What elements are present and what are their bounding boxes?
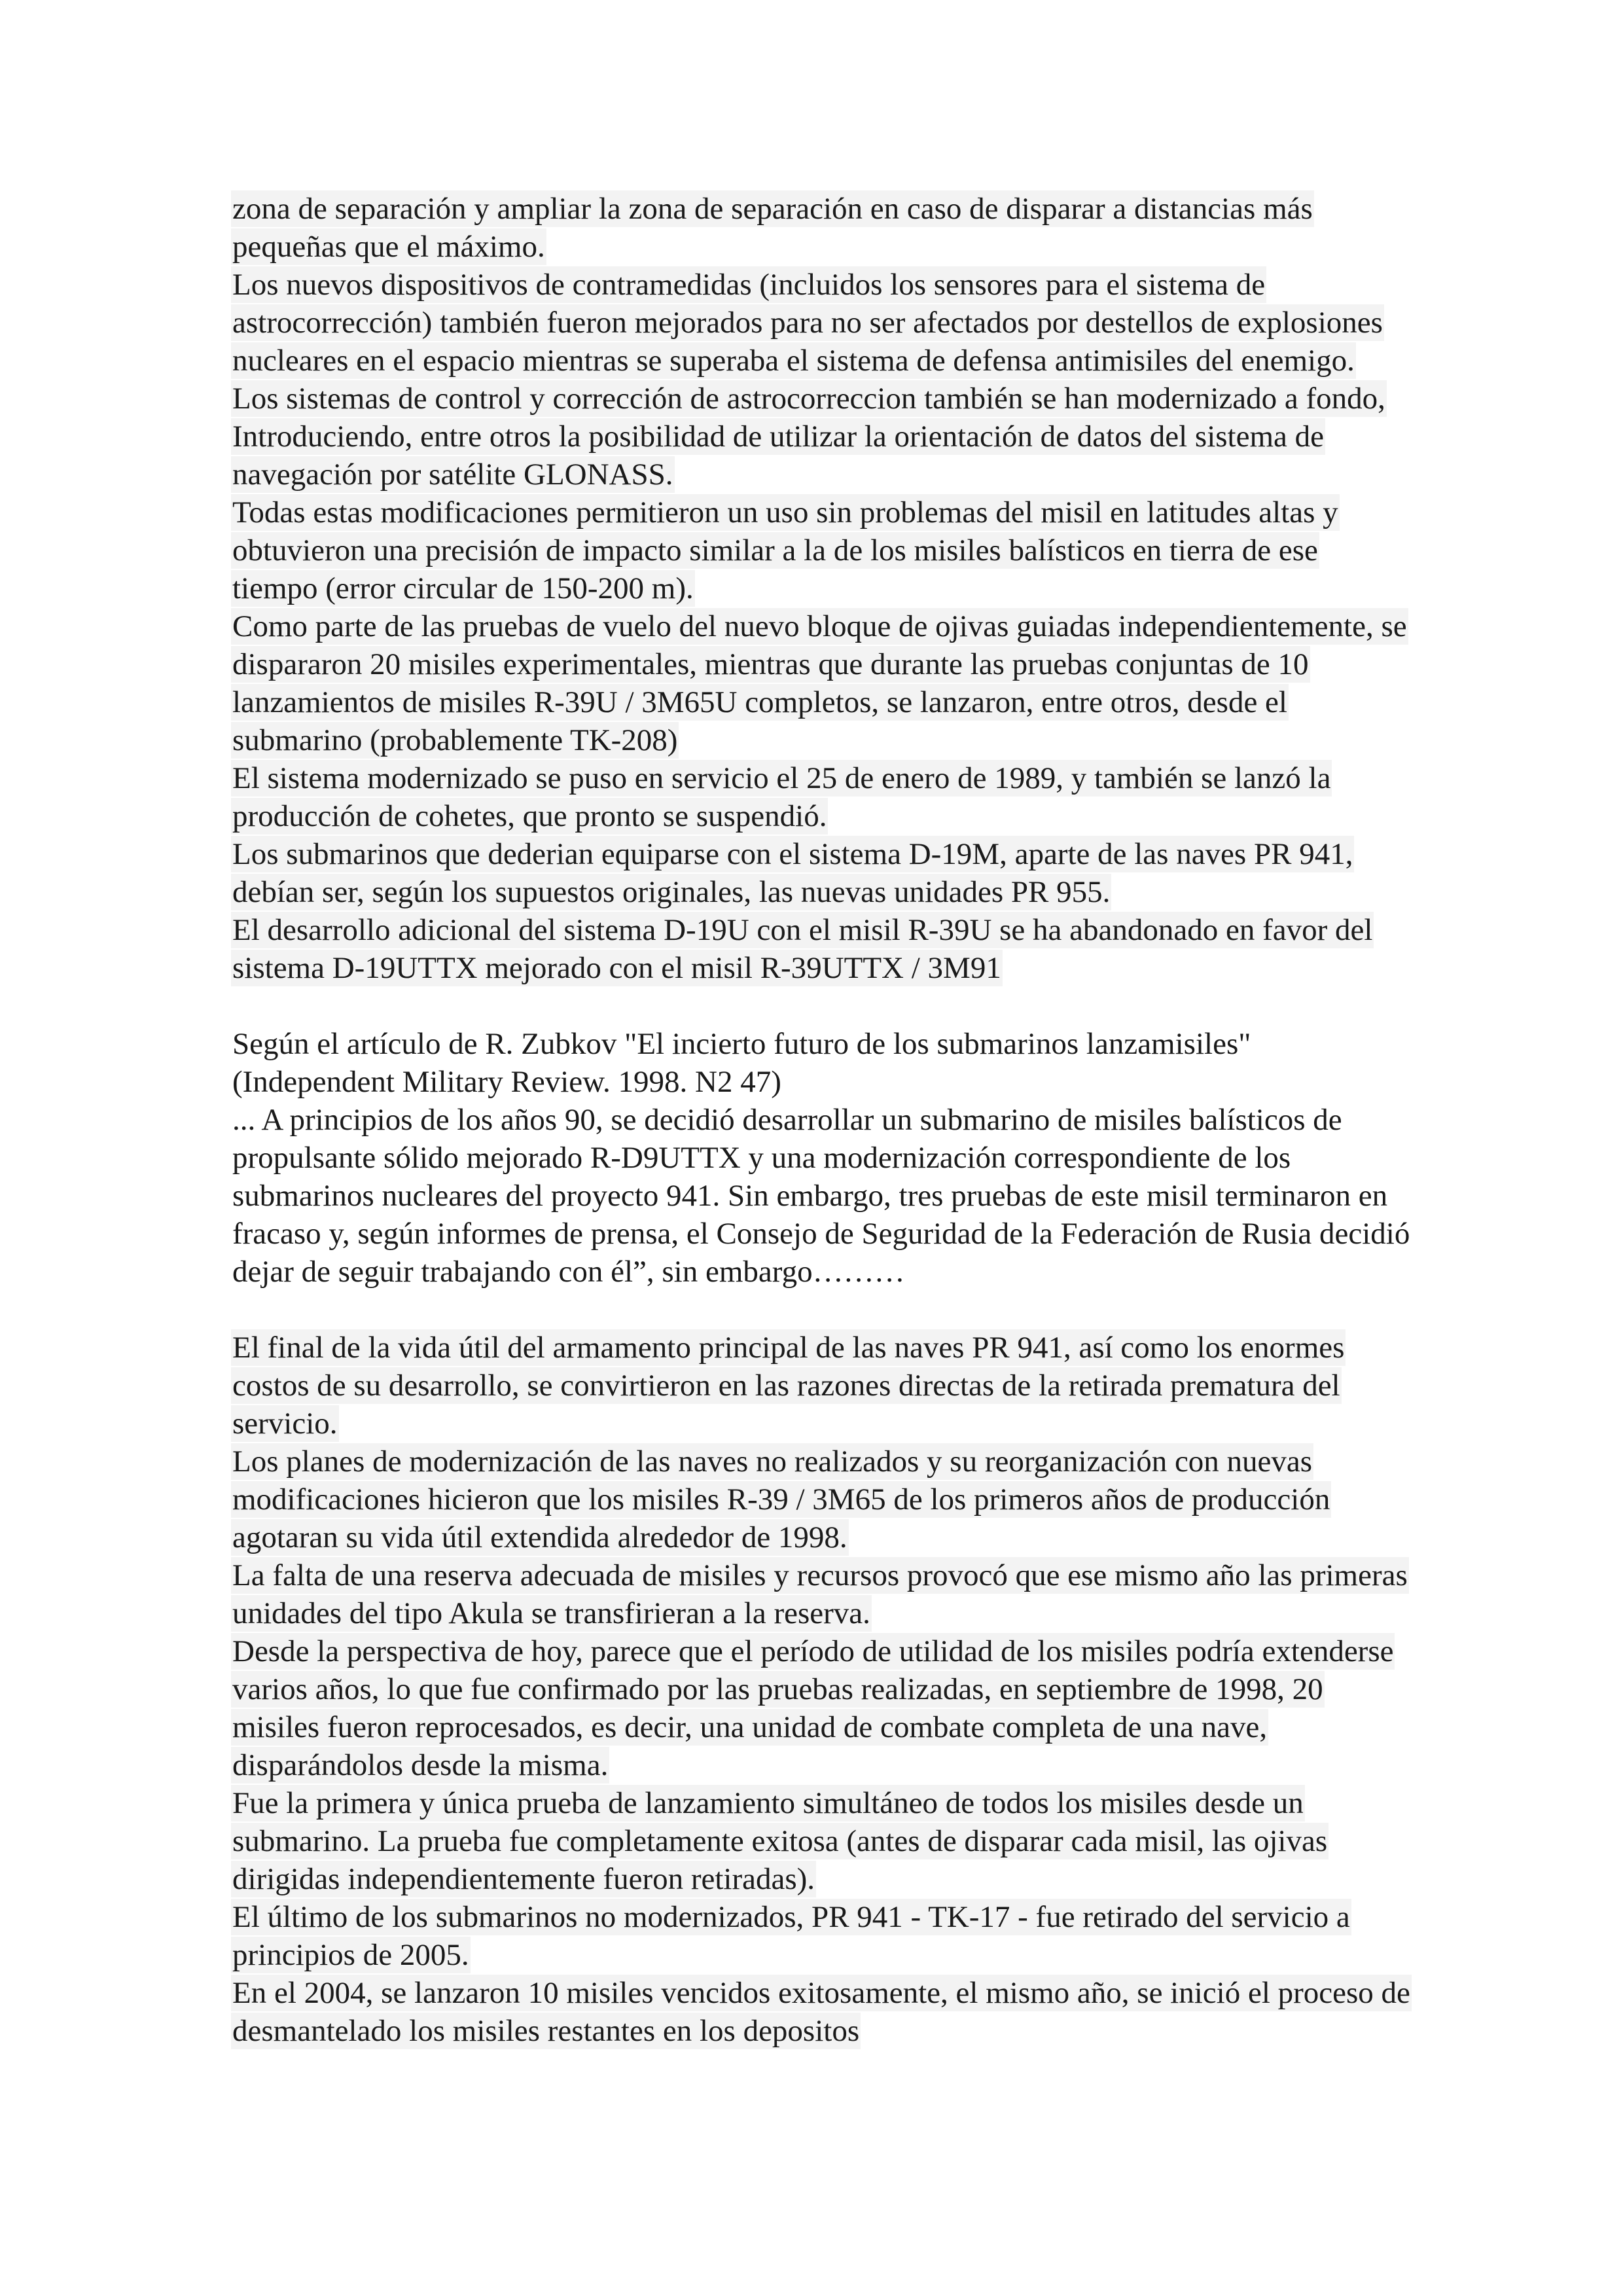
paragraph-flight-tests: Como parte de las pruebas de vuelo del nuevo bloque de ojivas guiadas independientemente, se dispararon 20 misiles experimentales, mientras que durante las pruebas conjuntas de 10 lanzamientos de misiles R-39U / 3M65U completos, se lanzaron, entre otros, desde el submarino (probablemente TK-208) — [232, 609, 1407, 757]
paragraph-reserve: La falta de una reserva adecuada de misiles y recursos provocó que ese mismo año las primeras unidades del tipo Akula se transfirieran a la reserva. — [232, 1558, 1408, 1630]
paragraph-simultaneous-launch: Fue la primera y única prueba de lanzamiento simultáneo de todos los misiles desde un submarino. La prueba fue completamente exitosa (antes de disparar cada misil, las ojivas dirigidas independientemente fueron retiradas). — [232, 1786, 1328, 1896]
paragraph-perspective: Desde la perspectiva de hoy, parece que el período de utilidad de los misiles podría extenderse varios años, lo que fue confirmado por las pruebas realizadas, en septiembre de 1998, 20 misiles fueron reprocesados, es decir, una unidad de combate completa de una nave, disparándolos desde la misma. — [232, 1634, 1394, 1782]
paragraph-control-systems: Los sistemas de control y corrección de astrocorreccion también se han modernizado a fondo, Introduciendo, entre otros la posibilidad de utilizar la orientación de datos del sistema de navegación por satélite GLONASS. — [232, 382, 1385, 492]
document-page — [232, 190, 1410, 2050]
paragraph-end-of-life: El final de la vida útil del armamento principal de las naves PR 941, así como los enormes costos de su desarrollo, se convirtieron en las razones directas de la retirada prematura del servicio. — [232, 1331, 1345, 1441]
paragraph-separation-zone: zona de separación y ampliar la zona de separación en caso de disparar a distancias más pequeñas que el máximo. — [232, 192, 1313, 264]
paragraph-service-entry: El sistema modernizado se puso en servicio el 25 de enero de 1989, y también se lanzó la producción de cohetes, que pronto se suspendió. — [232, 761, 1331, 833]
paragraph-quote: ... A principios de los años 90, se decidió desarrollar un submarino de misiles balísticos de propulsante sólido mejorado R-D9UTTX y una modernización correspondiente de los submarinos nucleares del proyecto 941. Sin embargo, tres pruebas de este misil terminaron en fracaso y, según informes de prensa, el Consejo de Seguridad de la Federación de Rusia decidió dejar de seguir trabajando con él”, sin embargo……… — [232, 1103, 1410, 1289]
paragraph-submarines-d19m: Los submarinos que dederian equiparse con el sistema D-19M, aparte de las naves PR 941, debían ser, según los supuestos originales, las nuevas unidades PR 955. — [232, 837, 1353, 909]
paragraph-dismantling: En el 2004, se lanzaron 10 misiles vencidos exitosamente, el mismo año, se inició el proceso de desmantelado los misiles restantes en los depositos — [232, 1976, 1410, 2048]
paragraph-gap — [232, 1291, 1410, 1329]
paragraph-modifications: Todas estas modificaciones permitieron un uso sin problemas del misil en latitudes altas y obtuvieron una precisión de impacto similar a la de los misiles balísticos en tierra de ese tiempo (error circular de 150-200 m). — [232, 495, 1338, 605]
paragraph-d19u-development: El desarrollo adicional del sistema D-19U con el misil R-39U se ha abandonado en favor del sistema D-19UTTX mejorado con el misil R-39UTTX / 3M91 — [232, 913, 1373, 985]
paragraph-article-citation: Según el artículo de R. Zubkov "El incierto futuro de los submarinos lanzamisiles" (Independent Military Review. 1998. N2 47) — [232, 1027, 1251, 1099]
paragraph-last-submarine: El último de los submarinos no modernizados, PR 941 - TK-17 - fue retirado del servicio a principios de 2005. — [232, 1900, 1350, 1972]
paragraph-countermeasures: Los nuevos dispositivos de contramedidas (incluidos los sensores para el sistema de astrocorrección) también fueron mejorados para no ser afectados por destellos de explosiones nucleares en el espacio mientras se superaba el sistema de defensa antimisiles del enemigo. — [232, 268, 1383, 378]
paragraph-modernization-plans: Los planes de modernización de las naves no realizados y su reorganización con nuevas modificaciones hicieron que los misiles R-39 / 3M65 de los primeros años de producción agotaran su vida útil extendida alrededor de 1998. — [232, 1444, 1330, 1554]
paragraph-gap — [232, 987, 1410, 1025]
